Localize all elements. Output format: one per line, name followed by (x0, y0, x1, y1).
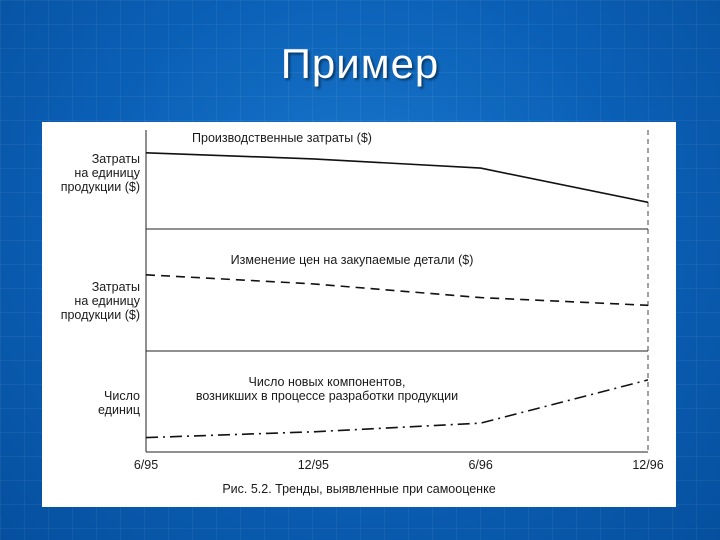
series-label: Число новых компонентов, (248, 375, 406, 389)
slide-title: Пример (280, 40, 440, 87)
trend-figure (42, 122, 676, 507)
panel-1-ylabel-line: Затраты (91, 152, 140, 166)
x-tick-label: 6/96 (468, 458, 493, 472)
series-label: Изменение цен на закупаемые детали ($) (230, 253, 474, 267)
panel-3-ylabel-line: единиц (98, 403, 140, 417)
panel-2-ylabel-line: на единицу (74, 294, 140, 308)
panel-1-ylabel-line: на единицу (74, 166, 140, 180)
series-label: Производственные затраты ($) (192, 131, 372, 145)
x-tick-label: 12/95 (297, 458, 329, 472)
series-line-1 (146, 153, 648, 203)
panel-3-ylabel-line: Число (104, 389, 140, 403)
figure-caption: Рис. 5.2. Тренды, выявленные при самооценке (222, 482, 496, 496)
series-label: возникших в процессе разработки продукции (195, 389, 459, 403)
panel-2-ylabel (44, 280, 140, 322)
panel-3-ylabel (44, 389, 140, 417)
panel-2-ylabel-line: продукции ($) (60, 308, 140, 322)
panel-2-ylabel-line: Затраты (91, 280, 140, 294)
panel-1-ylabel (44, 152, 140, 194)
x-tick-label: 12/96 (632, 458, 664, 472)
panel-1-ylabel-line: продукции ($) (60, 180, 140, 194)
series-line-2 (146, 275, 648, 306)
x-tick-label: 6/95 (133, 458, 159, 472)
